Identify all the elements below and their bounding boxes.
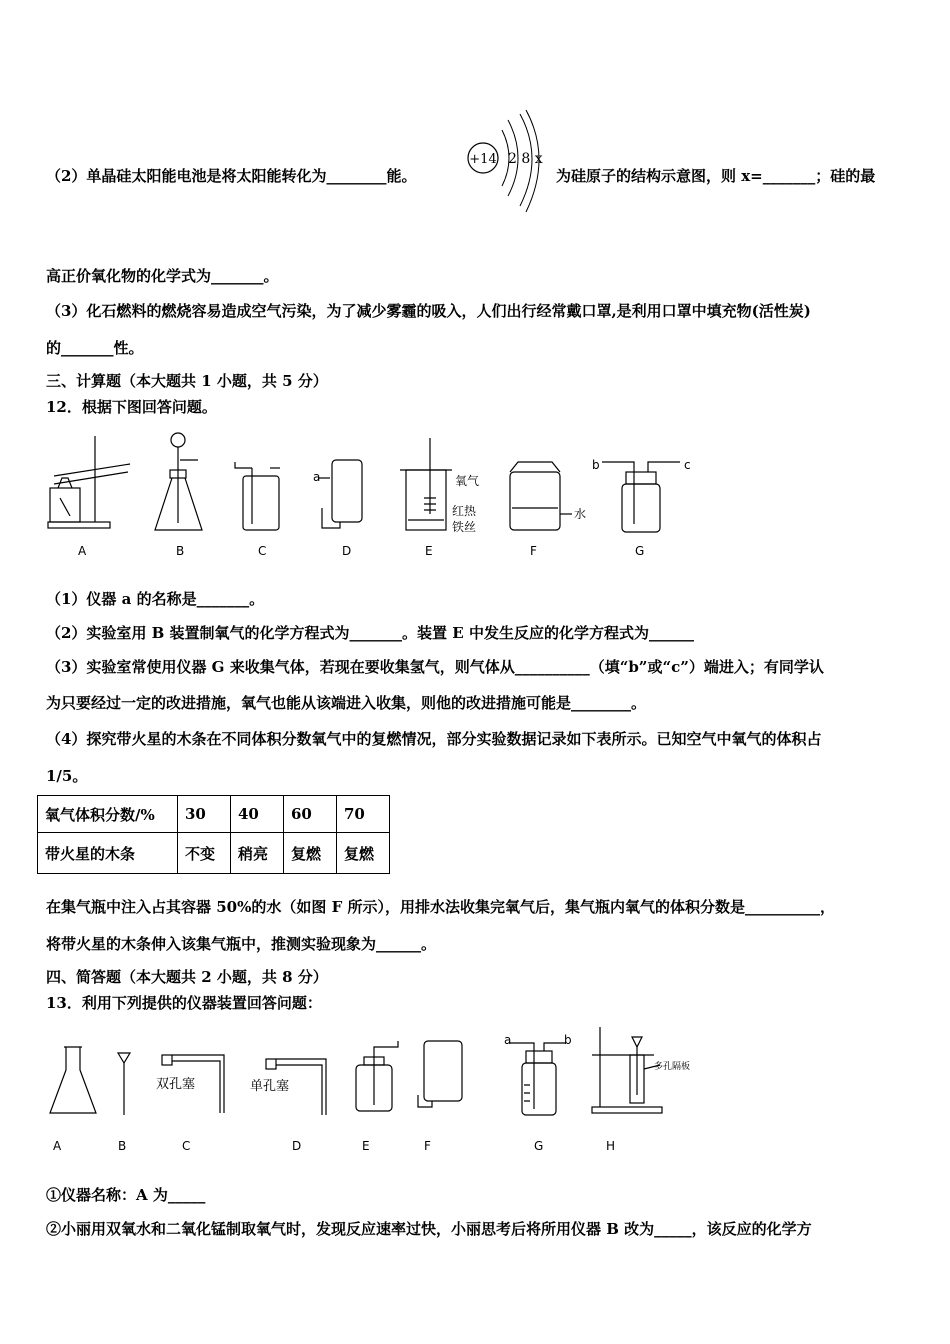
apparatus-b	[155, 433, 202, 530]
q12-label-d: D	[342, 544, 352, 558]
q12-after-line1: 在集气瓶中注入占其容器 50%的水（如图 F 所示），用排水法收集完氧气后，集气瓶内氧气的体积分数是__________，	[46, 898, 835, 916]
g-c-label: c	[684, 458, 691, 472]
apparatus-e	[400, 438, 452, 530]
e-wire-label: 铁丝	[452, 520, 477, 534]
q12-label-c: C	[258, 544, 267, 558]
apparatus-g	[602, 462, 680, 532]
d-stopper-label: 单孔塞	[250, 1079, 290, 1094]
q12-title: 12．根据下图回答问题。	[46, 398, 217, 416]
q13-label-c: C	[182, 1139, 191, 1153]
table-cell: 40	[231, 796, 284, 833]
q12-apparatus-figure	[40, 428, 700, 558]
section4-title: 四、简答题（本大题共 2 小题，共 8 分）	[46, 968, 328, 986]
g-a-label: a	[504, 1033, 512, 1047]
apparatus-g	[510, 1043, 566, 1115]
q12-label-g: G	[635, 544, 645, 558]
q12-p1: （1）仪器 a 的名称是_______。	[46, 590, 265, 608]
q13-label-e: E	[362, 1139, 370, 1153]
g-b-label: b	[564, 1033, 572, 1047]
q12-p3-line2: 为只要经过一定的改进措施，氧气也能从该端进入收集，则他的改进措施可能是________。	[46, 694, 647, 712]
c-stopper-label: 双孔塞	[156, 1077, 196, 1092]
table-cell: 复燃	[284, 833, 337, 874]
label-a-pointer: a	[313, 470, 321, 484]
q11-part3-line2: 的_______性。	[46, 339, 144, 357]
q12-after-line2: 将带火星的木条伸入该集气瓶中，推测实验现象为______。	[46, 935, 437, 953]
apparatus-f	[418, 1041, 462, 1107]
table-cell: 不变	[178, 833, 231, 874]
table-cell: 30	[178, 796, 231, 833]
oxygen-data-table	[37, 795, 390, 874]
table-cell: 氧气体积分数/%	[38, 796, 178, 833]
q12-p2: （2）实验室用 B 装置制氧气的化学方程式为_______。装置 E 中发生反应的化学方程式为______	[46, 624, 694, 642]
h-plate-label: 多孔隔板	[654, 1062, 691, 1072]
q11-part2-line1-b: 为硅原子的结构示意图，则 x=_______；硅的最	[556, 167, 876, 185]
table-row	[38, 796, 390, 833]
g-b-label: b	[592, 458, 600, 472]
apparatus-h	[592, 1027, 662, 1113]
q11-part3-line1: （3）化石燃料的燃烧容易造成空气污染，为了减少雾霾的吸入，人们出行经常戴口罩,是利用口罩中填充物(活性炭)	[46, 302, 811, 320]
table-cell: 复燃	[337, 833, 390, 874]
q11-part2-line2: 高正价氧化物的化学式为_______。	[46, 267, 279, 285]
table-cell: 70	[337, 796, 390, 833]
q13-apparatus-figure	[44, 1025, 704, 1153]
table-cell: 带火星的木条	[38, 833, 178, 874]
table-row	[38, 833, 390, 874]
q11-part2-line1-a: （2）单晶硅太阳能电池是将太阳能转化为________能。	[46, 167, 417, 185]
q12-p3-line1: （3）实验室常使用仪器 G 来收集气体，若现在要收集氢气，则气体从__________（填“b”或“c”）端进入；有同学认	[46, 658, 824, 676]
apparatus-b	[118, 1053, 130, 1115]
apparatus-e	[356, 1041, 398, 1111]
q12-p4-line1: （4）探究带火星的木条在不同体积分数氧气中的复燃情况，部分实验数据记录如下表所示。已知空气中氧气的体积占	[46, 730, 822, 748]
q13-label-g: G	[534, 1139, 544, 1153]
q13-label-h: H	[606, 1139, 616, 1153]
q13-p2: ②小丽用双氧水和二氧化锰制取氧气时，发现反应速率过快，小丽思考后将所用仪器 B 改为_____，该反应的化学方	[46, 1220, 812, 1238]
apparatus-a	[48, 436, 130, 528]
table-cell: 稍亮	[231, 833, 284, 874]
q13-label-a: A	[53, 1139, 62, 1153]
apparatus-a	[50, 1047, 96, 1113]
atom-nucleus-text: +14	[469, 152, 497, 167]
atom-shells-text: 2 8 x	[508, 151, 543, 167]
f-water-label: 水	[574, 507, 587, 521]
q13-label-d: D	[292, 1139, 302, 1153]
q12-label-e: E	[425, 544, 433, 558]
q12-label-b: B	[176, 544, 185, 558]
q13-p1: ①仪器名称：A 为_____	[46, 1186, 206, 1204]
apparatus-f	[510, 462, 572, 530]
e-hot-label: 红热	[452, 504, 477, 518]
apparatus-d	[318, 460, 362, 528]
section3-title: 三、计算题（本大题共 1 小题，共 5 分）	[46, 372, 328, 390]
table-cell: 60	[284, 796, 337, 833]
q12-label-f: F	[530, 544, 537, 558]
q13-label-b: B	[118, 1139, 127, 1153]
e-oxygen-label: 氧气	[455, 474, 480, 488]
q12-p4-line2: 1/5。	[46, 767, 88, 785]
silicon-atom-diagram	[462, 108, 552, 218]
q12-label-a: A	[78, 544, 87, 558]
apparatus-c	[235, 462, 280, 530]
q13-label-f: F	[424, 1139, 431, 1153]
q13-title: 13．利用下列提供的仪器装置回答问题：	[46, 994, 322, 1012]
